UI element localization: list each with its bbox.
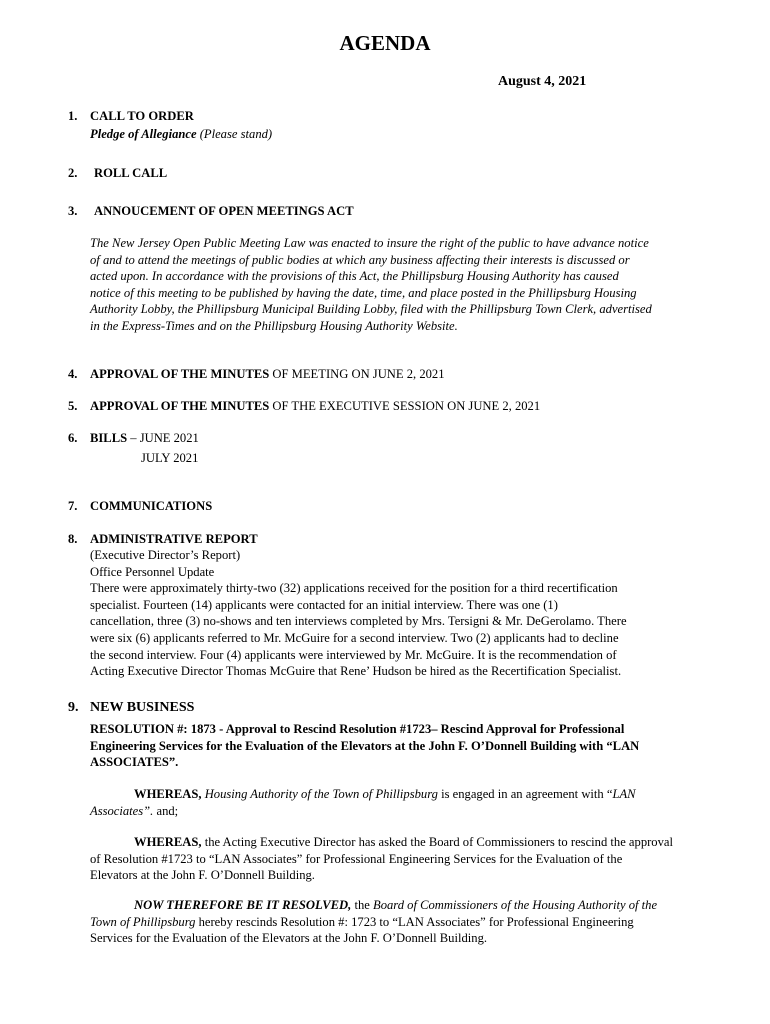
- resolution-line: ASSOCIATES”.: [90, 755, 179, 770]
- item-9-heading: NEW BUSINESS: [90, 700, 195, 715]
- whereas-text: the Acting Executive Director has asked the Board of Commissioners to rescind the approval: [201, 835, 673, 849]
- report-subtitle: (Executive Director’s Report): [90, 548, 241, 562]
- item-4-heading: APPROVAL OF THE MINUTES: [90, 367, 270, 381]
- whereas-party: Housing Authority of the Town of Phillipsburg: [204, 787, 438, 801]
- item-1-number: 1.: [68, 109, 78, 123]
- item-9-number: 9.: [68, 700, 79, 715]
- whereas-vendor-cont: Associates”.: [90, 803, 154, 818]
- item-4-rest: OF MEETING ON JUNE 2, 2021: [269, 367, 445, 381]
- report-line: the second interview. Four (4) applicants were interviewed by Mr. McGuire. It is the recommendation of: [90, 647, 617, 662]
- resolved-town: Town of Phillipsburg: [90, 914, 196, 929]
- whereas-line: of Resolution #1723 to “LAN Associates” for Professional Engineering Services for the Evaluation of the: [90, 851, 623, 866]
- report-line: specialist. Fourteen (14) applicants were contacted for an initial interview. There was one (1): [90, 597, 558, 612]
- report-line: There were approximately thirty-two (32) applications received for the position for a third recertification: [90, 581, 618, 596]
- administrative-report: [90, 547, 730, 680]
- whereas-text-end: and;: [153, 803, 179, 818]
- whereas-clause-1: [90, 786, 730, 819]
- item-5-rest: OF THE EXECUTIVE SESSION ON JUNE 2, 2021: [269, 399, 541, 413]
- resolution-line: RESOLUTION #: 1873 - Approval to Rescind Resolution #1723– Rescind Approval for Professional: [90, 722, 625, 736]
- notice-line: in the Express-Times and on the Phillipsburg Housing Authority Website.: [90, 318, 458, 333]
- whereas-clause-2: [90, 834, 730, 884]
- item-2-heading: ROLL CALL: [94, 166, 168, 180]
- resolved-text: the: [351, 898, 373, 912]
- item-8-heading: ADMINISTRATIVE REPORT: [90, 532, 258, 546]
- resolved-text-cont: hereby rescinds Resolution #: 1723 to “LAN Associates” for Professional Engineering: [195, 914, 634, 929]
- notice-line: of and to attend the meetings of public bodies at which any business affecting their interests is discussed or: [90, 252, 630, 267]
- item-7-number: 7.: [68, 499, 78, 513]
- item-6-second-month: JULY 2021: [141, 451, 199, 465]
- notice-line: Authority Lobby, the Phillipsburg Municipal Building Lobby, filed with the Phillipsburg Town Clerk, advertised: [90, 302, 652, 317]
- pledge-label: Pledge of Allegiance: [90, 127, 197, 141]
- agenda-date: August 4, 2021: [498, 74, 587, 89]
- resolved-lead: NOW THEREFORE BE IT RESOLVED,: [134, 898, 352, 912]
- item-6-number: 6.: [68, 431, 78, 445]
- item-1-heading: CALL TO ORDER: [90, 109, 194, 123]
- item-6-text: [90, 430, 199, 447]
- item-5-text: [90, 398, 540, 415]
- whereas-lead: WHEREAS,: [134, 835, 202, 849]
- item-5-heading: APPROVAL OF THE MINUTES: [90, 399, 270, 413]
- report-line: Acting Executive Director Thomas McGuire that Rene’ Hudson be hired as the Recertification Specialist.: [90, 664, 622, 679]
- pledge-note: (Please stand): [196, 127, 273, 141]
- open-meetings-notice: [90, 235, 730, 335]
- item-1-pledge: [90, 126, 272, 143]
- page-title: AGENDA: [339, 31, 431, 55]
- resolution-title: [90, 721, 730, 771]
- whereas-lead: WHEREAS,: [134, 787, 202, 801]
- item-2-number: 2.: [68, 166, 78, 180]
- whereas-vendor: LAN: [612, 787, 636, 801]
- item-3-heading: ANNOUCEMENT OF OPEN MEETINGS ACT: [94, 204, 354, 218]
- notice-line: acted upon. In accordance with the provisions of this Act, the Phillipsburg Housing Authority has caused: [90, 269, 619, 284]
- item-6-rest: – JUNE 2021: [127, 431, 199, 445]
- resolved-board: Board of Commissioners of the Housing Authority of the: [373, 898, 658, 912]
- whereas-line: Elevators at the John F. O’Donnell Building.: [90, 868, 315, 883]
- notice-line: The New Jersey Open Public Meeting Law was enacted to insure the right of the public to have advance notice: [90, 236, 649, 250]
- notice-line: notice of this meeting to be published by having the date, time, and place posted in the Phillipsburg Housing: [90, 285, 637, 300]
- whereas-text: is engaged in an agreement with “: [437, 787, 613, 801]
- resolution-line: Engineering Services for the Evaluation of the Elevators at the John F. O’Donnell Building with “LAN: [90, 738, 640, 753]
- report-line: were six (6) applicants referred to Mr. McGuire for a second interview. Two (2) applicants had to decline: [90, 630, 619, 645]
- item-3-number: 3.: [68, 204, 78, 218]
- item-8-number: 8.: [68, 532, 78, 546]
- item-4-text: [90, 366, 445, 383]
- report-line: cancellation, three (3) no-shows and ten interviews completed by Mrs. Tersigni & Mr. DeGerolamo. There: [90, 614, 627, 629]
- item-6-heading: BILLS: [90, 431, 128, 445]
- resolved-clause: [90, 897, 730, 947]
- report-topic: Office Personnel Update: [90, 564, 215, 579]
- item-4-number: 4.: [68, 367, 78, 381]
- item-7-heading: COMMUNICATIONS: [90, 499, 213, 513]
- item-5-number: 5.: [68, 399, 78, 413]
- resolved-line: Services for the Evaluation of the Elevators at the John F. O’Donnell Building.: [90, 931, 488, 946]
